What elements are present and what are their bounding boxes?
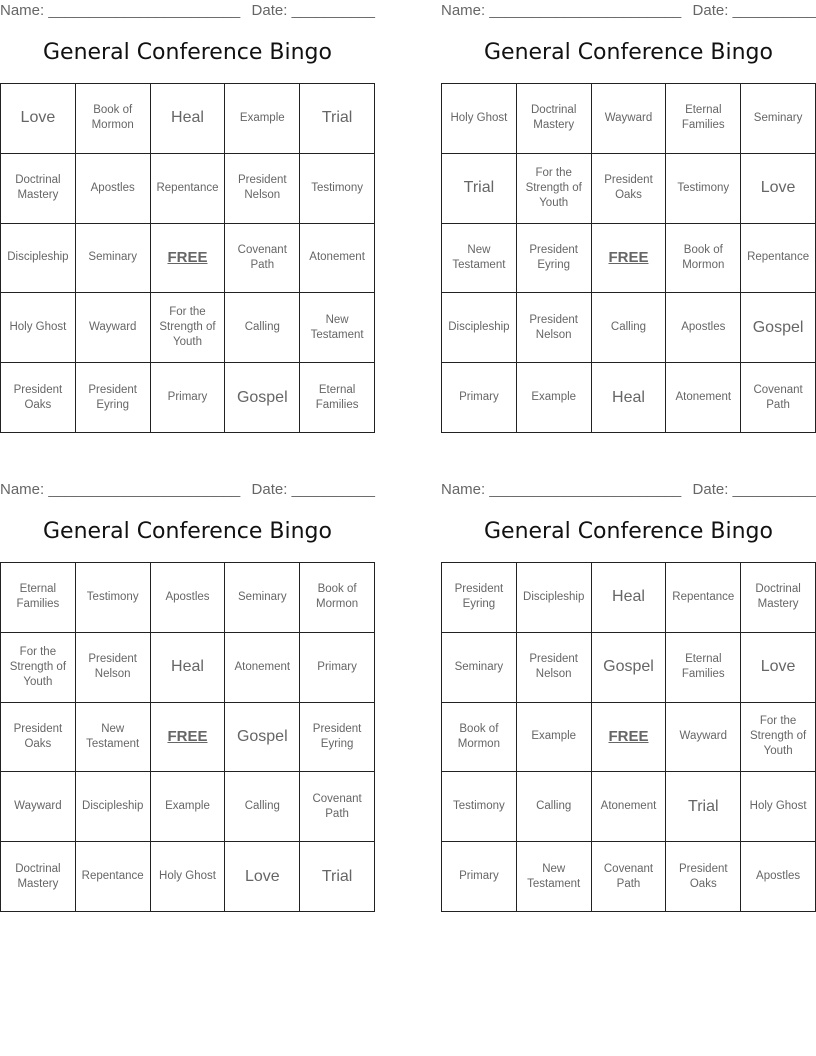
bingo-cell: Wayward	[1, 772, 76, 842]
bingo-cell: Testimony	[300, 154, 375, 224]
bingo-cell: Seminary	[741, 84, 816, 154]
bingo-cell: Atonement	[666, 363, 741, 433]
bingo-cell: Discipleship	[442, 293, 517, 363]
name-field-label: Name: _______________________	[0, 2, 241, 19]
bingo-cell: Covenant Path	[592, 842, 667, 912]
card-title: General Conference Bingo	[43, 519, 332, 544]
bingo-cell: New Testament	[442, 224, 517, 294]
bingo-cell: For the Strength of Youth	[517, 154, 592, 224]
card-title: General Conference Bingo	[484, 40, 773, 65]
bingo-cell: Apostles	[741, 842, 816, 912]
bingo-cell: Wayward	[76, 293, 151, 363]
bingo-cell: Doctrinal Mastery	[741, 563, 816, 633]
bingo-grid	[0, 83, 375, 433]
bingo-card	[441, 0, 816, 411]
bingo-cell: President Nelson	[225, 154, 300, 224]
free-space-cell: FREE	[592, 224, 667, 294]
bingo-cell: Example	[151, 772, 226, 842]
bingo-cell: Eternal Families	[666, 84, 741, 154]
bingo-cell: Seminary	[225, 563, 300, 633]
bingo-cell: New Testament	[76, 703, 151, 773]
card-header	[0, 0, 375, 22]
bingo-cell: Holy Ghost	[442, 84, 517, 154]
date-field-label: Date: __________	[251, 2, 375, 19]
bingo-grid	[441, 562, 816, 912]
bingo-cell: Covenant Path	[225, 224, 300, 294]
bingo-cell: Eternal Families	[666, 633, 741, 703]
bingo-cell: Trial	[666, 772, 741, 842]
bingo-cell: Repentance	[76, 842, 151, 912]
bingo-cell: President Oaks	[1, 363, 76, 433]
bingo-cell: Doctrinal Mastery	[1, 842, 76, 912]
bingo-cell: Atonement	[300, 224, 375, 294]
bingo-cell: Calling	[592, 293, 667, 363]
bingo-cell: Discipleship	[517, 563, 592, 633]
name-field-label: Name: _______________________	[441, 481, 682, 498]
bingo-cell: President Oaks	[666, 842, 741, 912]
bingo-cell: Apostles	[76, 154, 151, 224]
card-header	[441, 0, 816, 22]
bingo-cell: Book of Mormon	[666, 224, 741, 294]
bingo-cell: Wayward	[592, 84, 667, 154]
bingo-cell: Primary	[151, 363, 226, 433]
bingo-cell: Trial	[300, 842, 375, 912]
date-field-label: Date: __________	[692, 2, 816, 19]
bingo-cell: Testimony	[666, 154, 741, 224]
bingo-cell: Primary	[442, 363, 517, 433]
bingo-card	[0, 0, 375, 411]
bingo-cell: President Nelson	[76, 633, 151, 703]
bingo-cell: Repentance	[741, 224, 816, 294]
bingo-cell: President Eyring	[300, 703, 375, 773]
bingo-cell: Apostles	[666, 293, 741, 363]
bingo-cell: President Nelson	[517, 293, 592, 363]
date-field-label: Date: __________	[251, 481, 375, 498]
bingo-cell: Calling	[225, 293, 300, 363]
bingo-cell: Heal	[592, 563, 667, 633]
bingo-cell: Covenant Path	[300, 772, 375, 842]
bingo-cell: Holy Ghost	[1, 293, 76, 363]
card-title: General Conference Bingo	[484, 519, 773, 544]
bingo-cell: President Oaks	[1, 703, 76, 773]
free-space-cell: FREE	[592, 703, 667, 773]
card-header	[0, 479, 375, 501]
bingo-grid	[441, 83, 816, 433]
bingo-cell: Doctrinal Mastery	[517, 84, 592, 154]
bingo-cell: Discipleship	[76, 772, 151, 842]
bingo-cell: Wayward	[666, 703, 741, 773]
bingo-cell: Doctrinal Mastery	[1, 154, 76, 224]
bingo-cell: Eternal Families	[300, 363, 375, 433]
bingo-cell: Gospel	[225, 363, 300, 433]
bingo-cell: Book of Mormon	[76, 84, 151, 154]
free-space-cell: FREE	[151, 703, 226, 773]
bingo-card	[441, 479, 816, 890]
bingo-cell: Love	[1, 84, 76, 154]
bingo-cell: Trial	[442, 154, 517, 224]
bingo-cell: Apostles	[151, 563, 226, 633]
bingo-cell: Gospel	[225, 703, 300, 773]
bingo-cell: Heal	[592, 363, 667, 433]
bingo-cell: Eternal Families	[1, 563, 76, 633]
bingo-cell: Atonement	[225, 633, 300, 703]
bingo-cell: Testimony	[442, 772, 517, 842]
bingo-cell: Primary	[442, 842, 517, 912]
bingo-cell: For the Strength of Youth	[741, 703, 816, 773]
bingo-cell: Discipleship	[1, 224, 76, 294]
bingo-cell: Heal	[151, 84, 226, 154]
bingo-cell: President Eyring	[76, 363, 151, 433]
bingo-cell: President Nelson	[517, 633, 592, 703]
bingo-cell: Gospel	[592, 633, 667, 703]
bingo-cell: Holy Ghost	[741, 772, 816, 842]
bingo-cell: Holy Ghost	[151, 842, 226, 912]
bingo-cell: Example	[225, 84, 300, 154]
bingo-cell: Repentance	[151, 154, 226, 224]
bingo-cell: Example	[517, 703, 592, 773]
name-field-label: Name: _______________________	[441, 2, 682, 19]
bingo-cell: Heal	[151, 633, 226, 703]
bingo-cell: Gospel	[741, 293, 816, 363]
bingo-cell: Love	[741, 633, 816, 703]
bingo-cell: New Testament	[300, 293, 375, 363]
bingo-cell: Testimony	[76, 563, 151, 633]
bingo-grid	[0, 562, 375, 912]
card-title: General Conference Bingo	[43, 40, 332, 65]
free-space-cell: FREE	[151, 224, 226, 294]
bingo-cell: Book of Mormon	[442, 703, 517, 773]
bingo-cell: Love	[225, 842, 300, 912]
bingo-cell: President Eyring	[517, 224, 592, 294]
date-field-label: Date: __________	[692, 481, 816, 498]
bingo-cell: Atonement	[592, 772, 667, 842]
bingo-cell: Trial	[300, 84, 375, 154]
bingo-cell: Calling	[517, 772, 592, 842]
bingo-cell: Book of Mormon	[300, 563, 375, 633]
bingo-cell: Seminary	[442, 633, 517, 703]
bingo-cell: President Eyring	[442, 563, 517, 633]
bingo-cell: New Testament	[517, 842, 592, 912]
card-header	[441, 479, 816, 501]
bingo-cell: Calling	[225, 772, 300, 842]
bingo-card	[0, 479, 375, 890]
bingo-cell: Example	[517, 363, 592, 433]
bingo-cell: Covenant Path	[741, 363, 816, 433]
bingo-cell: For the Strength of Youth	[151, 293, 226, 363]
bingo-cell: Primary	[300, 633, 375, 703]
name-field-label: Name: _______________________	[0, 481, 241, 498]
bingo-cell: Love	[741, 154, 816, 224]
bingo-cell: President Oaks	[592, 154, 667, 224]
bingo-cell: Repentance	[666, 563, 741, 633]
bingo-cell: For the Strength of Youth	[1, 633, 76, 703]
bingo-cell: Seminary	[76, 224, 151, 294]
